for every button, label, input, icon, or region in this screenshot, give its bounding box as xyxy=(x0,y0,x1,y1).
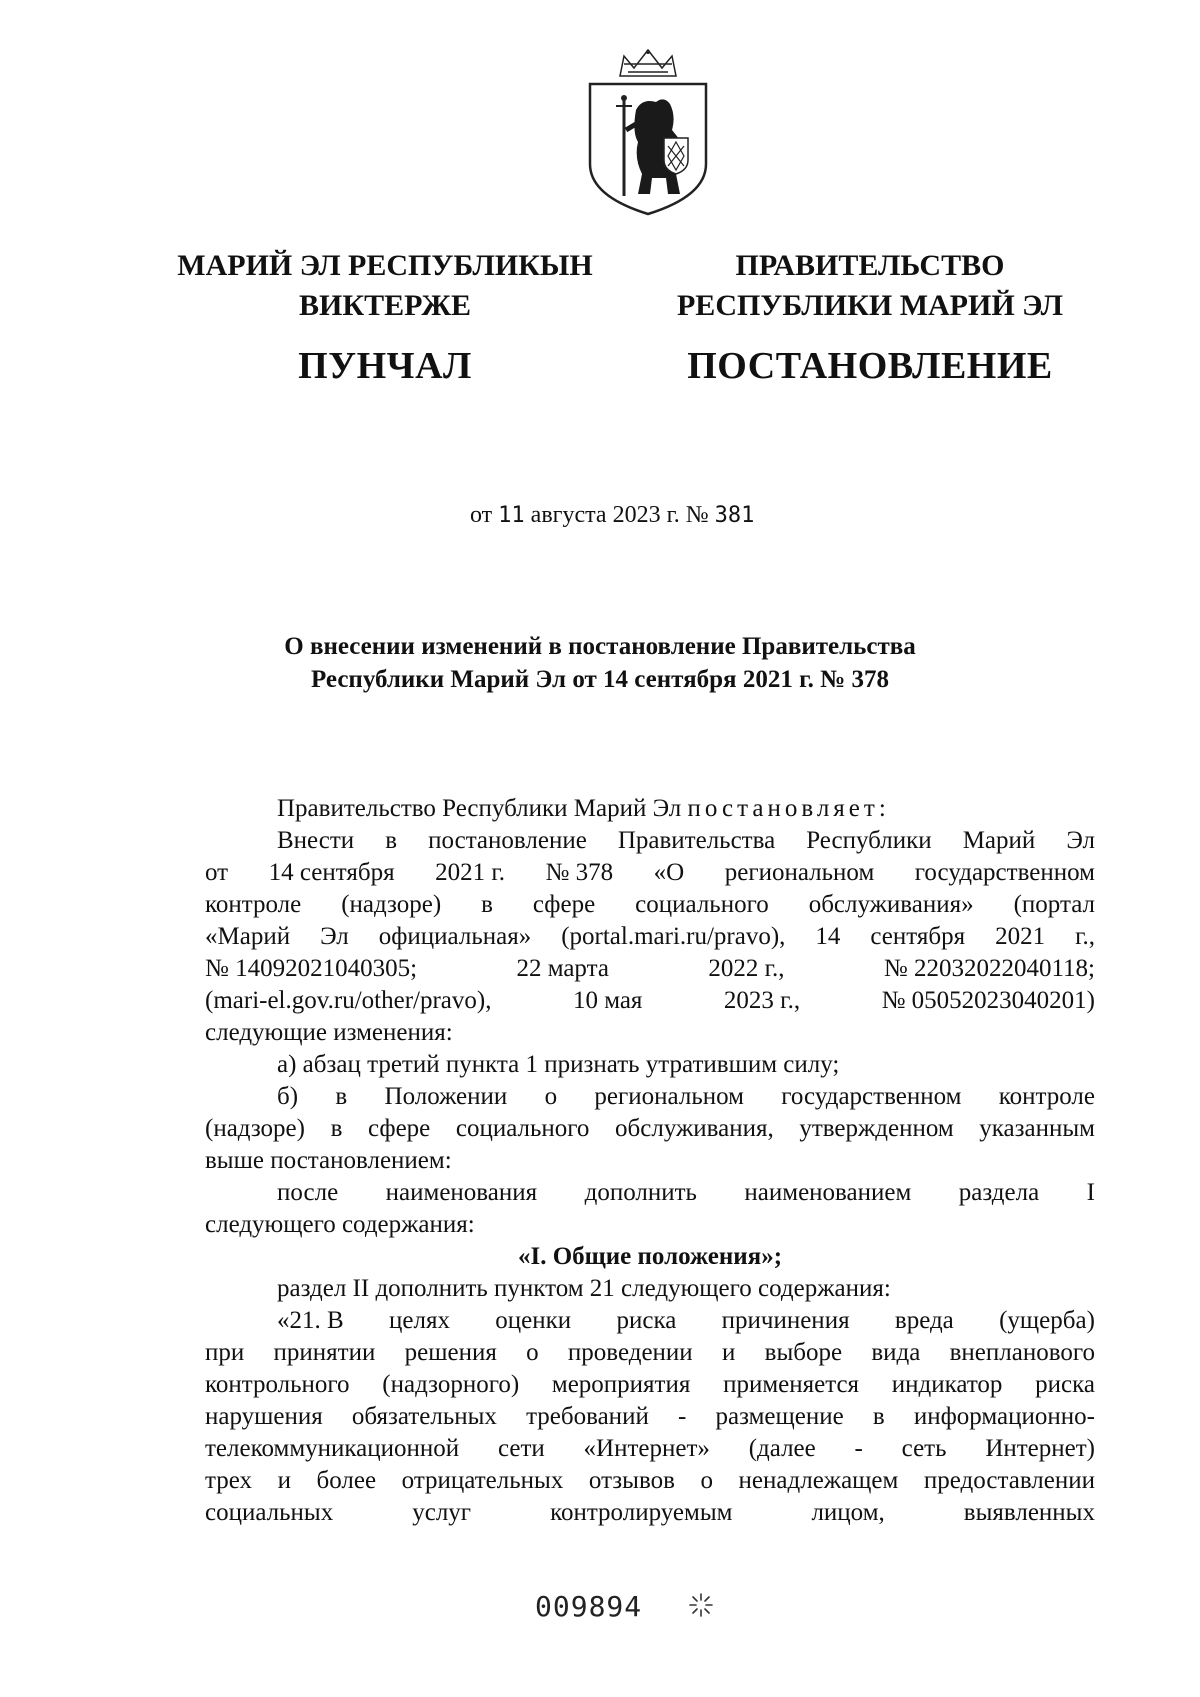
after-line2: следующего содержания: xyxy=(205,1211,475,1238)
p21-line4: нарушения обязательных требований - размещение в информационно- xyxy=(205,1403,1095,1430)
word: наименования xyxy=(385,1179,538,1206)
header-right-line2: РЕСПУБЛИКИ МАРИЙ ЭЛ xyxy=(676,289,1063,322)
item-b-line1: б) в Положении о региональном государственном контроле xyxy=(277,1083,1095,1110)
word: 2023 г., xyxy=(723,987,801,1014)
document-number: 381 xyxy=(714,503,755,528)
word: (mari-el.gov.ru/other/pravo), xyxy=(205,987,492,1014)
date-line xyxy=(470,500,754,531)
word: государственном xyxy=(914,859,1095,886)
word: № 05052023040201) xyxy=(881,987,1095,1014)
word: 22 марта xyxy=(516,955,609,982)
word: выявленных xyxy=(963,1499,1095,1526)
item-a: а) абзац третий пункта 1 признать утратившим силу; xyxy=(277,1051,840,1078)
word: вреда xyxy=(894,1307,954,1334)
p1-line1: Внести в постановление Правительства Республики Марий Эл xyxy=(277,827,1095,854)
word: региональном xyxy=(724,859,875,886)
p1-line7: следующие изменения: xyxy=(205,1019,453,1046)
header-left-line2: ВИКТЕРЖЕ xyxy=(298,289,472,322)
p21-line1 xyxy=(205,1305,1095,1337)
p1-line4: «Марий Эл официальная» (portal.mari.ru/pravo), 14 сентября 2021 г., xyxy=(205,923,1095,950)
p1-line5 xyxy=(205,953,1095,985)
title-line2: Республики Марий Эл от 14 сентября 2021 г. № 378 xyxy=(310,666,889,693)
document-body xyxy=(205,793,1095,1529)
p21-line6: трех и более отрицательных отзывов о ненадлежащем предоставлении xyxy=(205,1467,1095,1494)
p21-line7 xyxy=(205,1497,1095,1529)
word: наименованием xyxy=(744,1179,912,1206)
date-day: 11 xyxy=(498,503,525,528)
date-prefix: от xyxy=(470,502,493,528)
p21-line5: телекоммуникационной сети «Интернет» (далее - сеть Интернет) xyxy=(205,1435,1095,1462)
p1-line6 xyxy=(205,985,1095,1017)
header-left-line1: МАРИЙ ЭЛ РЕСПУБЛИКЫН xyxy=(177,249,593,282)
word: причинения xyxy=(721,1307,850,1334)
date-month-year: августа 2023 г. № xyxy=(530,502,709,528)
title-line1: О внесении изменений в постановление Правительства xyxy=(284,633,916,660)
word: раздела xyxy=(958,1179,1040,1206)
word: 14 сентября xyxy=(268,859,395,886)
word: социальных xyxy=(205,1499,334,1526)
p1-line3: контроле (надзоре) в сфере социального обслуживания» (портал xyxy=(205,891,1095,918)
header-left xyxy=(150,246,620,392)
word: № 22032022040118; xyxy=(883,955,1095,982)
word: риска xyxy=(616,1307,677,1334)
section-heading: «I. Общие положения»; xyxy=(517,1243,783,1270)
word: после xyxy=(277,1179,339,1206)
item-b-line3: выше постановлением: xyxy=(205,1147,452,1174)
header-right-line1: ПРАВИТЕЛЬСТВО xyxy=(735,249,1005,282)
word: I xyxy=(1086,1179,1095,1206)
header-left-doc-type: ПУНЧАЛ xyxy=(298,345,472,387)
intro-text: Правительство Республики Марий Эл xyxy=(277,795,682,822)
word: 10 мая xyxy=(572,987,643,1014)
word: «О xyxy=(653,859,685,886)
item-b-line2: (надзоре) в сфере социального обслуживания, утвержденном указанным xyxy=(205,1115,1095,1142)
coat-of-arms-icon xyxy=(584,46,712,216)
p21-line3: контрольного (надзорного) мероприятия применяется индикатор риска xyxy=(205,1371,1095,1398)
word: «21. В xyxy=(277,1307,344,1334)
after-line1 xyxy=(205,1177,1095,1209)
word: от xyxy=(205,859,229,886)
p21-line2: при принятии решения о проведении и выборе вида внепланового xyxy=(205,1339,1095,1366)
star-stamp-icon xyxy=(688,1592,714,1618)
word: целях xyxy=(389,1307,450,1334)
word: № 14092021040305; xyxy=(205,955,418,982)
word: (ущерба) xyxy=(999,1307,1095,1334)
stamp-number: 009894 xyxy=(535,1590,643,1623)
word: оценки xyxy=(495,1307,572,1334)
intro-verb: постановляет: xyxy=(687,795,890,822)
word: контролируемым xyxy=(550,1499,733,1526)
document-title xyxy=(150,630,1050,696)
word: 2021 г. xyxy=(435,859,506,886)
section-add: раздел II дополнить пунктом 21 следующего содержания: xyxy=(277,1275,891,1302)
p1-line2 xyxy=(205,857,1095,889)
intro-paragraph xyxy=(205,793,1095,825)
word: услуг xyxy=(412,1499,472,1526)
word: лицом, xyxy=(811,1499,885,1526)
word: дополнить xyxy=(584,1179,697,1206)
header-right xyxy=(640,246,1100,392)
word: № 378 xyxy=(545,859,614,886)
word: 2022 г., xyxy=(708,955,785,982)
header-right-doc-type: ПОСТАНОВЛЕНИЕ xyxy=(687,345,1053,387)
